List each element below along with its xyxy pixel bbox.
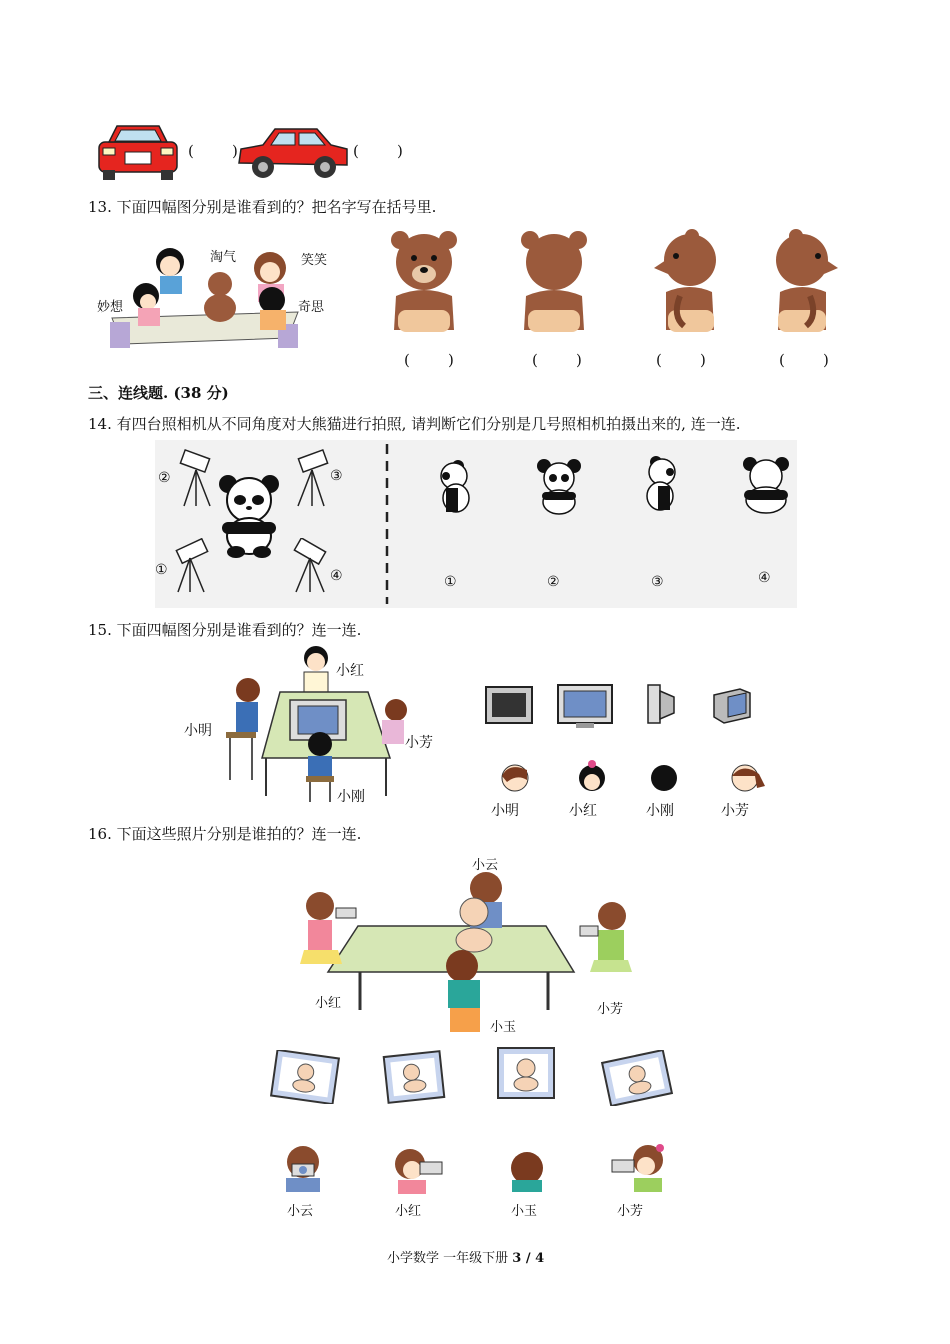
answer-paren-car-front[interactable]: ( ) xyxy=(188,142,238,160)
camera-2-number: ② xyxy=(158,470,171,486)
bear-right-side-image xyxy=(772,226,844,336)
camera-1-icon xyxy=(172,538,212,594)
children-photographing-monkey-image xyxy=(298,868,644,1036)
children-around-table-image xyxy=(92,240,310,352)
name-qisi: 奇思 xyxy=(298,300,325,315)
bear-back-image xyxy=(518,226,590,336)
question-13-text: 13. 下面四幅图分别是谁看到的？把名字写在括号里. xyxy=(88,198,437,216)
panda-photo-2-image xyxy=(536,458,582,516)
bear-front-image xyxy=(388,226,460,336)
bottom-name-xiaohong: 小红 xyxy=(569,803,597,819)
head-xiaohong-icon xyxy=(576,760,608,794)
photo-4-number: ④ xyxy=(758,570,771,586)
children-watching-tv-image xyxy=(222,640,412,804)
bottom-name-xiaofang-q16: 小芳 xyxy=(617,1204,644,1219)
head-xiaogang-icon xyxy=(648,760,680,794)
panda-photo-4-image xyxy=(740,456,792,516)
camera-4-icon xyxy=(290,538,330,594)
scene-name-xiaoyun: 小云 xyxy=(472,858,499,873)
monitor-angled-view-image xyxy=(710,683,754,725)
car-side-image xyxy=(235,123,351,181)
bottom-name-xiaoyun: 小云 xyxy=(287,1204,314,1219)
head-xiaofang-icon xyxy=(729,760,769,794)
head-xiaoming-icon xyxy=(499,760,531,794)
monkey-photo-4-image xyxy=(598,1050,676,1106)
photo-3-number: ③ xyxy=(651,574,664,590)
name-taoqi: 淘气 xyxy=(210,250,237,265)
answer-paren-car-side[interactable]: ( ) xyxy=(353,142,403,160)
photographer-xiaohong-icon xyxy=(386,1144,448,1196)
panda-photo-3-image xyxy=(642,454,680,516)
scene-name-xiaohong: 小红 xyxy=(336,663,364,679)
car-front-image xyxy=(95,120,181,182)
scene-name-xiaofang-q16: 小芳 xyxy=(597,1002,624,1017)
section-3-title: 三、连线题. (38 分) xyxy=(88,384,229,402)
panda-center-image xyxy=(216,474,282,558)
camera-3-icon xyxy=(292,448,330,508)
monkey-photo-1-image xyxy=(268,1050,342,1104)
bottom-name-xiaofang: 小芳 xyxy=(721,803,749,819)
scene-name-xiaoyu: 小玉 xyxy=(490,1020,517,1035)
photo-1-number: ① xyxy=(444,574,457,590)
photo-2-number: ② xyxy=(547,574,560,590)
question-14-text: 14. 有四台照相机从不同角度对大熊猫进行拍照, 请判断它们分别是几号照相机拍摄出来的, 连一连. xyxy=(88,415,741,433)
photographer-xiaoyu-icon xyxy=(500,1150,554,1194)
monitor-side-view-image xyxy=(644,683,680,725)
question-15-text: 15. 下面四幅图分别是谁看到的？连一连. xyxy=(88,621,362,639)
bear-left-side-image xyxy=(650,226,722,336)
camera-3-number: ③ xyxy=(330,468,343,484)
bottom-name-xiaohong-q16: 小红 xyxy=(395,1204,422,1219)
bottom-name-xiaoyu: 小玉 xyxy=(511,1204,538,1219)
bottom-name-xiaogang: 小刚 xyxy=(646,803,674,819)
scene-name-xiaohong-q16: 小红 xyxy=(315,996,342,1011)
monitor-back-view-image xyxy=(484,685,534,725)
scene-name-xiaofang: 小芳 xyxy=(405,735,433,751)
name-xiaoxiao: 笑笑 xyxy=(301,253,328,268)
answer-paren-bear-1[interactable]: ( ) xyxy=(404,351,454,369)
monkey-photo-2-image xyxy=(382,1050,446,1104)
answer-paren-bear-4[interactable]: ( ) xyxy=(779,351,829,369)
photographer-xiaoyun-icon xyxy=(276,1142,330,1194)
page-number: 3 / 4 xyxy=(512,1251,545,1266)
page-footer xyxy=(387,1247,544,1266)
answer-paren-bear-3[interactable]: ( ) xyxy=(656,351,706,369)
bottom-name-xiaoming: 小明 xyxy=(491,803,519,819)
panda-photo-1-image xyxy=(436,458,472,518)
footer-text: 小学数学 一年级下册 xyxy=(387,1251,509,1266)
scene-name-xiaoming: 小明 xyxy=(184,723,212,739)
question-16-text: 16. 下面这些照片分别是谁拍的？连一连. xyxy=(88,825,362,843)
answer-paren-bear-2[interactable]: ( ) xyxy=(532,351,582,369)
scene-name-xiaogang: 小刚 xyxy=(337,789,365,805)
monkey-photo-3-image xyxy=(496,1046,558,1102)
camera-2-icon xyxy=(178,448,216,508)
camera-4-number: ④ xyxy=(330,568,343,584)
name-miaoxiang: 妙想 xyxy=(97,300,124,315)
dashed-divider xyxy=(384,442,390,606)
photographer-xiaofang-icon xyxy=(608,1140,672,1194)
monitor-front-view-image xyxy=(556,683,614,729)
camera-1-number: ① xyxy=(155,562,168,578)
